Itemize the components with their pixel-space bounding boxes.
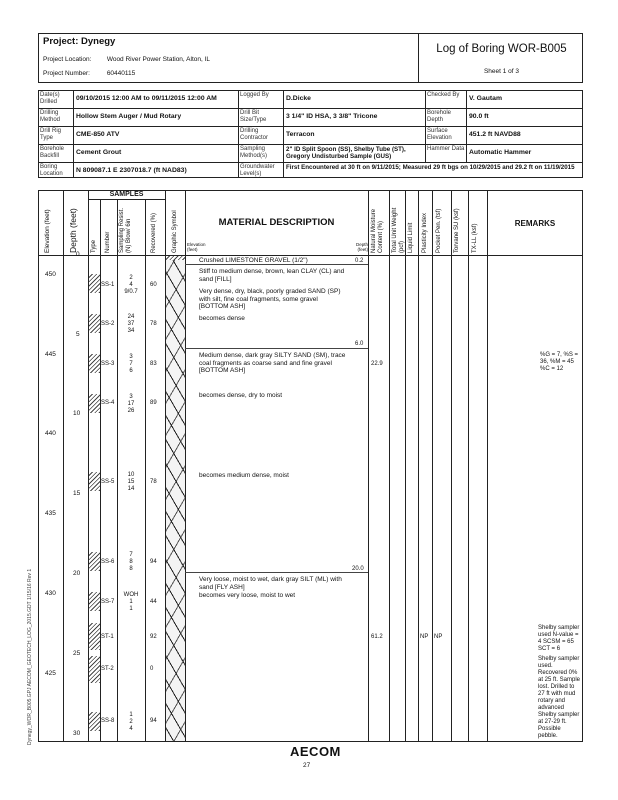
sample-number: SS-1 <box>101 282 115 288</box>
surface-elev-value: 451.2 ft NAVD88 <box>469 131 521 138</box>
elev-tick: 445 <box>45 351 56 358</box>
moisture-value: 22.9 <box>371 361 383 367</box>
location-label: Boring Location <box>40 164 63 177</box>
backfill-label: Borehole Backfill <box>40 146 65 159</box>
elev-tick: 440 <box>45 430 56 437</box>
pocket-pen-header: Pocket Pen. (tsf) <box>436 208 442 253</box>
checked-value: V. Gautam <box>469 95 502 102</box>
surface-elev-label: Surface Elevation <box>427 128 452 141</box>
remarks-header: REMARKS <box>514 219 556 228</box>
sample-blows: 24 37 34 <box>127 314 135 334</box>
rig-value: CME-850 ATV <box>76 131 120 138</box>
description: becomes medium dense, moist <box>199 472 289 479</box>
bit-label: Drill Bit Size/Type <box>240 110 267 123</box>
txll-header: TX-LL (ksf) <box>472 223 478 253</box>
depth-tick: 20 <box>73 570 81 577</box>
description-depth: 0.2 <box>355 258 364 264</box>
remark: %G = 7, %S = 36, %M = 45 %C = 12 <box>540 352 579 372</box>
sampling-value: 2" ID Split Spoon (SS), Shelby Tube (ST), Gregory Undisturbed Sample (GUS) <box>286 146 406 160</box>
sample-number: ST-2 <box>101 666 114 672</box>
method-value: Hollow Stem Auger / Mud Rotary <box>76 113 182 120</box>
sample-blows: 7 8 8 <box>129 552 133 572</box>
moisture-header: Natural Moisture Content (%) <box>371 208 384 253</box>
info-col-line <box>425 90 426 162</box>
depth-tick: 10 <box>73 410 81 417</box>
elev-tick: 450 <box>45 271 56 278</box>
info-col-line <box>73 90 74 178</box>
dates-value: 09/10/2015 12:00 AM to 09/11/2015 12:00 AM <box>76 95 217 102</box>
plasticity-value: NP <box>434 634 443 640</box>
sample-recovery: 94 <box>150 559 157 565</box>
col-line <box>145 199 146 742</box>
log-title: Log of Boring WOR-B005 <box>436 43 567 55</box>
method-label: Drilling Method <box>40 110 61 123</box>
description: Very loose, moist to wet, dark gray SILT (ML) with sand [FLY ASH] <box>199 576 342 591</box>
sample-marker <box>89 274 100 293</box>
moisture-value: 61.2 <box>371 634 383 640</box>
dates-label: Date(s) Drilled <box>40 92 60 105</box>
description: Very dense, dry, black, poorly graded SAND (SP) with silt, fine coal fragments, some gravel [BOTTOM ASH] <box>199 288 341 310</box>
boring-location-value: N 809087.1 E 2307018.7 (ft NAD83) <box>76 167 187 174</box>
borehole-depth-value: 90.0 ft <box>469 113 489 120</box>
col-line <box>100 199 101 742</box>
sample-recovery: 60 <box>150 282 157 288</box>
sample-recovery: 78 <box>150 479 157 485</box>
liquid-limit-header: Liquid Limit <box>408 222 414 253</box>
description: Stiff to medium dense, brown, lean CLAY (CL) and sand [FILL] <box>199 268 345 283</box>
location-value: Wood River Power Station, Alton, IL <box>106 56 211 63</box>
description: becomes dense <box>199 315 245 322</box>
sample-recovery: 94 <box>150 718 157 724</box>
info-col-line <box>283 90 284 178</box>
depth-sub-header: Depth (feet) <box>355 242 368 252</box>
depth-tick: 0 <box>76 251 80 258</box>
sample-marker <box>89 354 100 373</box>
col-line <box>368 190 369 742</box>
sample-recovery: 92 <box>150 634 157 640</box>
col-line <box>63 190 64 742</box>
sheet-number: Sheet 1 of 3 <box>483 68 520 75</box>
graphic-header: Graphic Symbol <box>172 210 178 253</box>
depth-tick: 15 <box>73 490 81 497</box>
sample-number: SS-3 <box>101 361 115 367</box>
rig-label: Drill Rig Type <box>40 128 61 141</box>
elev-tick: 425 <box>45 670 56 677</box>
sample-recovery: 78 <box>150 321 157 327</box>
number-line <box>43 70 135 78</box>
liquid-limit-value: NP <box>420 634 429 640</box>
sample-marker <box>89 472 100 491</box>
col-line <box>405 190 406 742</box>
number-label: Project Number: <box>43 70 90 77</box>
sample-blows: 1 2 4 <box>129 712 133 732</box>
hammer-value: Automatic Hammer <box>469 149 532 156</box>
depth-header: Depth (feet) <box>68 208 78 253</box>
type-header: Type <box>91 239 97 253</box>
samples-header: SAMPLES <box>109 191 144 198</box>
contractor-label: Drilling Contractor <box>240 128 269 141</box>
elevation-header: Elevation (feet) <box>44 209 51 253</box>
bit-value: 3 1/4" ID HSA, 3 3/8" Tricone <box>286 113 378 120</box>
blows-header: Sampling Resist. (N) Blow/ 6in <box>119 207 132 253</box>
remark: Shelby sampler used N-value = 4 SCSM = 65 SCT = 6 <box>538 625 580 652</box>
location-line <box>43 56 210 64</box>
col-line <box>487 190 488 742</box>
description: Crushed LIMESTONE GRAVEL (1/2") <box>199 257 308 264</box>
col-line <box>451 190 452 742</box>
col-line <box>185 190 186 742</box>
borehole-depth-label: Borehole Depth <box>427 110 452 123</box>
sample-blows: 10 15 14 <box>127 472 135 492</box>
sample-number: SS-5 <box>101 479 115 485</box>
sample-blows: 3 7 6 <box>129 354 133 374</box>
sampling-label: Sampling Method(s) <box>240 146 268 159</box>
info-row-line <box>38 126 583 127</box>
sample-recovery: 89 <box>150 400 157 406</box>
aecom-logo: AECOM <box>290 744 341 759</box>
number-value: 60440115 <box>106 70 136 77</box>
backfill-value: Cement Grout <box>76 149 122 156</box>
col-line <box>468 190 469 742</box>
depth-tick: 30 <box>73 730 81 737</box>
stratum-line <box>185 264 368 265</box>
header-divider <box>418 33 419 83</box>
sample-number: SS-2 <box>101 321 115 327</box>
remark: Shelby sampler used. Recovered 0% at 25 ft. Sample lost. Drilled to 27 ft with mud rotary and advanced Shelby sampler at 27-29 ft. Possible pebble. <box>538 656 581 739</box>
project-name: Dynegy <box>81 36 116 47</box>
description-depth: 6.0 <box>355 341 364 347</box>
graphic-limestone <box>166 256 185 260</box>
number-header: Number <box>105 231 111 253</box>
project-label: Project: <box>43 36 79 47</box>
sample-marker <box>89 552 100 571</box>
description: Medium dense, dark gray SILTY SAND (SM), trace coal fragments as coarse sand and fine gravel [BOTTOM ASH] <box>199 352 346 374</box>
torvane-header: Torvane SU (ksf) <box>454 208 460 253</box>
sample-marker <box>89 592 100 611</box>
plasticity-header: Plasticity Index <box>422 212 428 253</box>
stratum-line <box>185 572 368 573</box>
description: becomes dense, dry to moist <box>199 392 283 399</box>
sample-marker <box>89 623 100 650</box>
project-line <box>43 36 115 47</box>
graphic-fill-column <box>166 259 185 741</box>
sample-recovery: 44 <box>150 599 157 605</box>
sample-number: SS-6 <box>101 559 115 565</box>
logged-value: D.Dicke <box>286 95 311 102</box>
recovered-header: Recovered (%) <box>151 212 157 253</box>
sample-marker <box>89 394 100 413</box>
sample-recovery: 0 <box>150 666 154 672</box>
groundwater-label: Groundwater Level(s) <box>240 164 275 177</box>
log-header-line <box>38 255 583 256</box>
stratum-line <box>185 348 368 349</box>
sample-number: ST-1 <box>101 634 114 640</box>
col-line <box>389 190 390 742</box>
sample-number: SS-4 <box>101 400 115 406</box>
depth-tick: 5 <box>76 331 80 338</box>
location-label: Project Location: <box>43 56 92 63</box>
info-row-line <box>38 162 583 163</box>
material-header: MATERIAL DESCRIPTION <box>218 217 335 228</box>
sample-recovery: 83 <box>150 361 157 367</box>
info-col-line <box>466 90 467 162</box>
col-line <box>418 190 419 742</box>
groundwater-value: First Encountered at 30 ft on 9/11/2015; Measured 29 ft bgs on 10/29/2015 and 29.2 ft on 11/19/2015 <box>286 164 575 171</box>
sample-number: SS-8 <box>101 718 115 724</box>
sample-blows: 3 17 26 <box>127 394 135 414</box>
description: becomes very loose, moist to wet <box>199 592 296 599</box>
col-line <box>432 190 433 742</box>
sample-marker <box>89 656 100 683</box>
unit-weight-header: Total Unit Weight (pcf) <box>392 207 405 253</box>
hammer-label: Hammer Data <box>427 146 465 152</box>
sample-blows: WOH 1 1 <box>123 592 139 612</box>
description-depth: 20.0 <box>352 566 364 572</box>
sample-number: SS-7 <box>101 599 115 605</box>
info-row-line <box>38 144 583 145</box>
elev-tick: 435 <box>45 510 56 517</box>
elev-tick: 430 <box>45 590 56 597</box>
page-number: 27 <box>303 762 311 769</box>
contractor-value: Terracon <box>286 131 315 138</box>
info-col-line <box>238 90 239 178</box>
sample-blows: 2 4 9/0.7 <box>124 275 138 295</box>
info-row-line <box>38 108 583 109</box>
samples-header-line <box>88 199 165 200</box>
sample-marker <box>89 712 100 731</box>
sample-marker <box>89 314 100 333</box>
side-file-text: Dynegy_WOR_B005.GPJ AECOM_GEOTECH_LOG_2015.GDT 1/15/16 Rev 1 <box>27 568 33 745</box>
elev-sub-header: Elevation (feet) <box>187 242 206 252</box>
depth-tick: 25 <box>73 650 81 657</box>
checked-label: Checked By <box>427 92 460 98</box>
logged-label: Logged By <box>240 92 269 98</box>
col-line <box>117 199 118 742</box>
